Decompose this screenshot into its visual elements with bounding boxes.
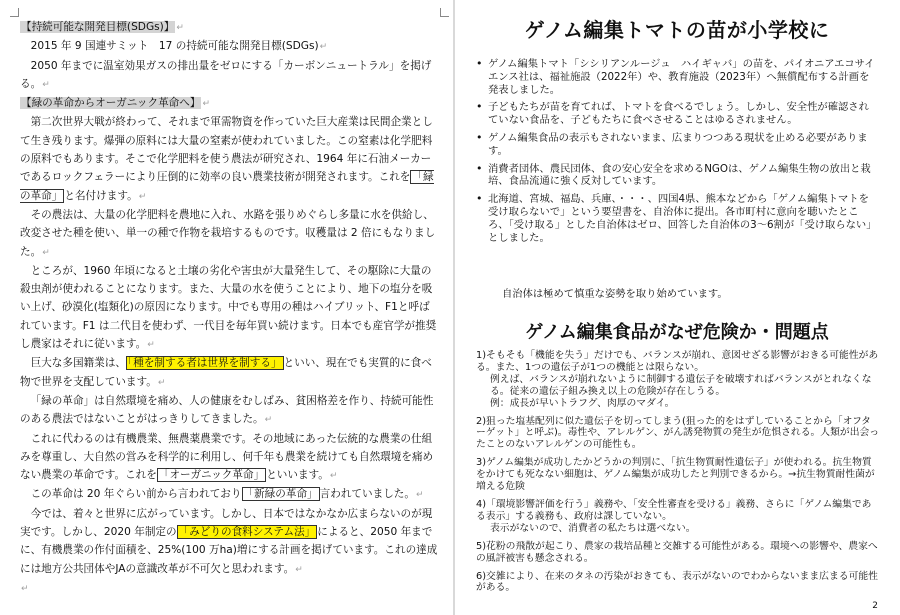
boxed-term: 「緑の革命」 — [20, 171, 434, 202]
problem-item: 2)狙った塩基配列に似た遺伝子を切ってしまう(狙った的をはずしていることから「オフターゲット」と呼ぶ)。毒性や、アレルゲン、がん誘発物質の発生が危惧される。人類が出会ったことのないアレルゲンの可能性も。 — [476, 415, 880, 451]
paragraph: ところが、1960 年頃になると土壌の劣化や害虫が大量発生して、その駆除に大量の殺虫剤が使われることになります。また、大量の水を使うことにより、地下の塩分を吸い上げ、砂漠化(塩類化)の原因になります。中でも専用の種はハイブリット、F1と呼ばれています。F1 は二代目を使わず、一代目を毎年買い続けます。日本でも産官学が推奨し農家はそれに従います。↵ — [20, 264, 437, 351]
paragraph: 2050 年までに温室効果ガスの排出量をゼロにする「カーボンニュートラル」を掲げる。↵ — [20, 59, 432, 90]
paragraph: その農法は、大量の化学肥料を農地に入れ、水路を張りめぐらし多量に水を供給し、改変させた種を使い、単一の種で作物を栽培するものです。収穫量は 2 倍にもなりました。↵ — [20, 208, 436, 258]
section-heading: 【持続可能な開発目標(SDGs)】 ↵ — [21, 21, 184, 33]
section-title: ゲノム編集食品がなぜ危険か・問題点 — [525, 322, 829, 343]
page-number: 2 — [872, 601, 878, 611]
empty-paragraph: ↵ — [21, 583, 29, 594]
bullet-icon: • — [476, 161, 483, 175]
boxed-term: 「オーガニック革命」 — [158, 469, 265, 482]
problem-item: 6)交雑により、在来のタネの汚染がおきても、表示がないのでわからないまま広まる可能性がある。 — [476, 570, 878, 594]
slide-title: ゲノム編集トマトの苗が小学校に — [524, 18, 830, 42]
bullet-icon: • — [476, 192, 483, 206]
bullet-note: 自治体は極めて慎重な姿勢を取り始めています。 — [502, 288, 728, 300]
slide — [462, 0, 900, 615]
document-body[interactable] — [20, 18, 438, 598]
bullet-item: • ゲノム編集トマト「シシリアンルージュ ハイギャバ」の苗を、パイオニアエコサイエンス社は、福祉施設（2022年）や、教育施設（2023年）へ無償配布する計画を発表しました。 — [476, 57, 875, 96]
bullet-item: • ゲノム編集食品の表示もされないまま、広まりつつある現状を止める必要があります。 — [476, 130, 868, 157]
bullet-icon: • — [476, 130, 483, 144]
page-divider — [453, 0, 455, 615]
paragraph: 第二次世界大戦が終わって、それまで軍需物資を作っていた巨大産業は民間企業として生き残ります。爆弾の原料には大量の窒素が使われていました。この窒素は化学肥料の原料でもあります。そこで化学肥料を使う農法が研究され、1964 年に石油メーカーであるロックフェラーにより圧倒的に効率の良い農業技術が開発されます。これを 「緑の革命」 と名付けます。↵ — [20, 116, 434, 202]
bullet-list — [476, 58, 878, 249]
paragraph: これに代わるのは有機農業、無農薬農業です。その地域にあった伝統的な農業の仕組みを尊重し、大自然の営みを科学的に利用し、何千年も農業を続けても自然環境を痛めない農業の革命です。これを 「オーガニック革命」 といいます。↵ — [20, 432, 434, 482]
paragraph: 今では、着々と世界に広がっています。しかし、日本ではなかなか広まらないのが現実です。しかし、2020 年制定の 「みどりの食料システム法」 によると、2050 年までに、有機農業の作付面積を、25%(100 万ha)増にする計画を掲げています。これの達成には地方公共団体やJAの意識改革が不可欠と思われます。↵ — [20, 507, 438, 575]
problem-item: 3)ゲノム編集が成功したかどうかの判別に、「抗生物質耐性遺伝子」が使われる。抗生物質をかけても死なない細胞は、ゲノム編集が成功したと判別できるから。→抗生物質耐性菌が増える危険 — [476, 457, 875, 493]
paragraph: 「緑の革命」は自然環境を痛め、人の健康をむしばみ、貧困格差を作り、持続可能性のある農法ではないことがはっきりしてきました。↵ — [20, 394, 434, 426]
highlighted-quote: 「種を制する者は世界を制する」 — [127, 357, 282, 370]
paragraph: この革命は 20 年ぐらい前から言われており 「新緑の革命」 言われていました。↵ — [30, 488, 424, 501]
section-heading: 【緑の革命からオーガニック革命へ】 ↵ — [21, 97, 211, 110]
paragraph: 巨大な多国籍業は、 「種を制する者は世界を制する」 といい、現在でも実質的に食べ物で世界を支配しています。↵ — [20, 357, 432, 388]
boxed-term: 「新緑の革命」 — [243, 488, 318, 501]
paragraph: 2015 年 9 国連サミット 17 の持続可能な開発目標(SDGs)↵ — [30, 40, 328, 53]
highlighted-term: 「みどりの食料システム法」 — [178, 526, 316, 539]
bullet-icon: • — [476, 100, 483, 114]
problem-item: 5)花粉の飛散が起こり、農家の栽培品種と交雑する可能性がある。環境への影響や、農家への風評被害も懸念される。 — [476, 540, 878, 564]
problem-list — [476, 350, 880, 600]
bullet-icon: • — [476, 57, 483, 70]
problem-item: 1)そもそも「機能を失う」だけでも、バランスが崩れ、意図せざる影響がおきる可能性がある。また、1つの遺伝子が1つの機能とは限らない。 例えば、バランスが崩れないように制御する遺伝子を破壊すればバランスがとれなくなる。従来の遺伝子組み換え以上の危険が存在しうる。 例：成長が早いトラフグ、肉厚のマダイ。 — [476, 350, 879, 409]
bullet-item: • 消費者団体、農民団体、食の安心安全を求めるNGOは、ゲノム編集生物の放出と栽培、食品流通に強く反対しています。 — [476, 161, 871, 188]
bullet-item: • 北海道、宮城、福島、兵庫、・・・、四国4県、熊本などから「ゲノム編集トマトを受け取らないで」という要望書を、自治体に提出。各市町村に意向を聴いたところ、「受け取る」とした自治体はゼロ、回答した自治体の3～6割が「受け取らない」としました。 — [476, 192, 877, 244]
bullet-item: • 子どもたちが苗を育てれば、トマトを食べるでしょう。しかし、安全性が確認されていない食品を、子どもたちに食べさせることはゆるされません。 — [476, 100, 869, 127]
margin-corner-mark — [10, 8, 19, 17]
problem-item: 4)「環境影響評価を行う」義務や、「安全性審査を受ける」義務、さらに「ゲノム編集である表示」する義務も、政府は課していない。 表示がないので、消費者の私たちは選べない。 — [476, 498, 872, 534]
margin-corner-mark — [440, 8, 449, 17]
